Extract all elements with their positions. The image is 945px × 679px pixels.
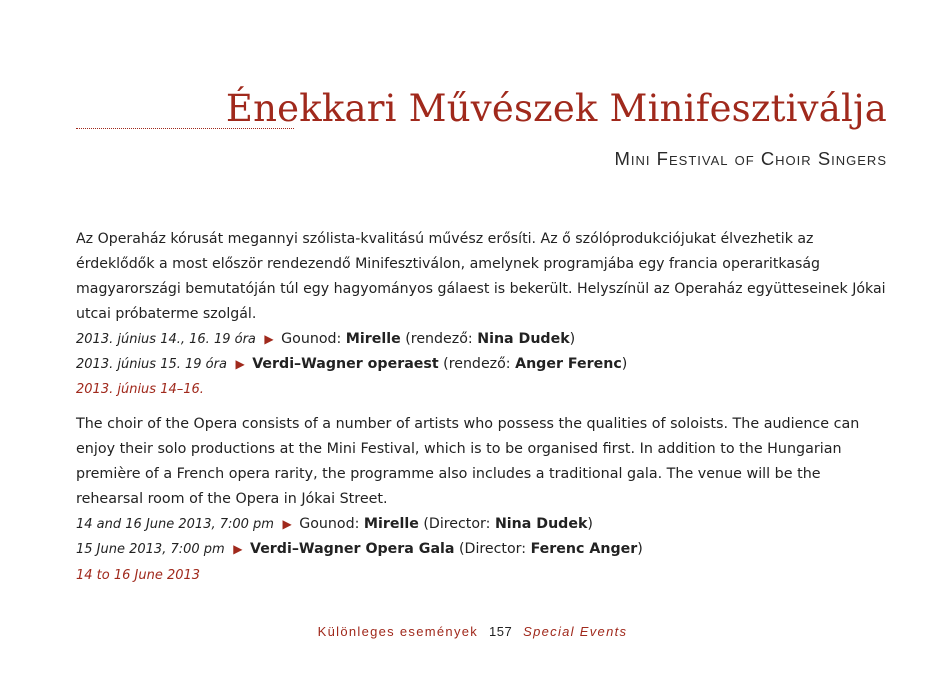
event-work: Mirelle	[345, 331, 401, 347]
event-director-label: (Director:	[458, 541, 527, 557]
event-director-label: (rendező:	[443, 356, 511, 372]
event-date: 2013. június 14., 16. 19 óra	[76, 332, 256, 347]
event-work: Verdi–Wagner Opera Gala	[249, 541, 455, 557]
event-date: 14 and 16 June 2013, 7:00 pm	[76, 517, 274, 532]
footer-section-hu: Különleges események	[317, 624, 479, 639]
footer-section-en: Special Events	[523, 624, 628, 639]
event-director-label: (rendező:	[405, 331, 473, 347]
event-director: Nina Dudek	[494, 516, 588, 532]
event-close: )	[621, 356, 628, 372]
english-paragraph: The choir of the Opera consists of a number of artists who possess the qualities of soloists. The audience can enjoy their solo productions at the Mini Festival, which is to be organised first. In addition to the Hungarian première of a French opera rarity, the programme also includes a traditional gala. The venue will be the rehearsal room of the Opera in Jókai Street.	[76, 416, 860, 507]
event-en-1	[76, 512, 593, 536]
event-director-label: (Director:	[423, 516, 491, 532]
page-footer	[0, 624, 945, 639]
event-close: )	[587, 516, 593, 532]
event-director: Nina Dudek	[477, 331, 570, 347]
date-range-en: 14 to 16 June 2013	[76, 568, 201, 583]
event-work: Verdi–Wagner operaest	[252, 356, 439, 372]
date-range-hu: 2013. június 14–16.	[76, 382, 204, 397]
event-en-2	[76, 537, 643, 561]
event-composer: Gounod:	[281, 331, 342, 347]
play-arrow-icon: ▶	[282, 517, 292, 531]
event-close: )	[637, 541, 643, 557]
event-hu-1	[76, 327, 575, 351]
play-arrow-icon: ▶	[235, 357, 245, 371]
title-row	[76, 84, 887, 134]
event-director: Anger Ferenc	[515, 356, 622, 372]
event-hu-2	[76, 352, 627, 376]
play-arrow-icon: ▶	[264, 332, 274, 346]
event-date: 2013. június 15. 19 óra	[76, 357, 227, 372]
page-subtitle: Mini Festival of Choir Singers	[614, 148, 887, 169]
page-number: 157	[489, 624, 513, 639]
page-title: Énekkari Művészek Minifesztiválja	[225, 87, 887, 130]
hungarian-paragraph: Az Operaház kórusát megannyi szólista-kvalitású művész erősíti. Az ő szólóprodukciójukat élvezhetik az érdeklődők a most először rendezendő Minifesztiválon, amelynek programjába egy francia operaritkaság magyarországi bemutatóján túl egy hagyományos gálaest is bekerült. Helyszínül az Operaház együtteseinek Jókai utcai próbaterme szolgál.	[76, 231, 886, 322]
event-composer: Gounod:	[299, 516, 360, 532]
event-close: )	[569, 331, 576, 347]
event-work: Mirelle	[363, 516, 419, 532]
play-arrow-icon: ▶	[233, 542, 243, 556]
event-date: 15 June 2013, 7:00 pm	[76, 542, 225, 557]
event-director: Ferenc Anger	[530, 541, 638, 557]
